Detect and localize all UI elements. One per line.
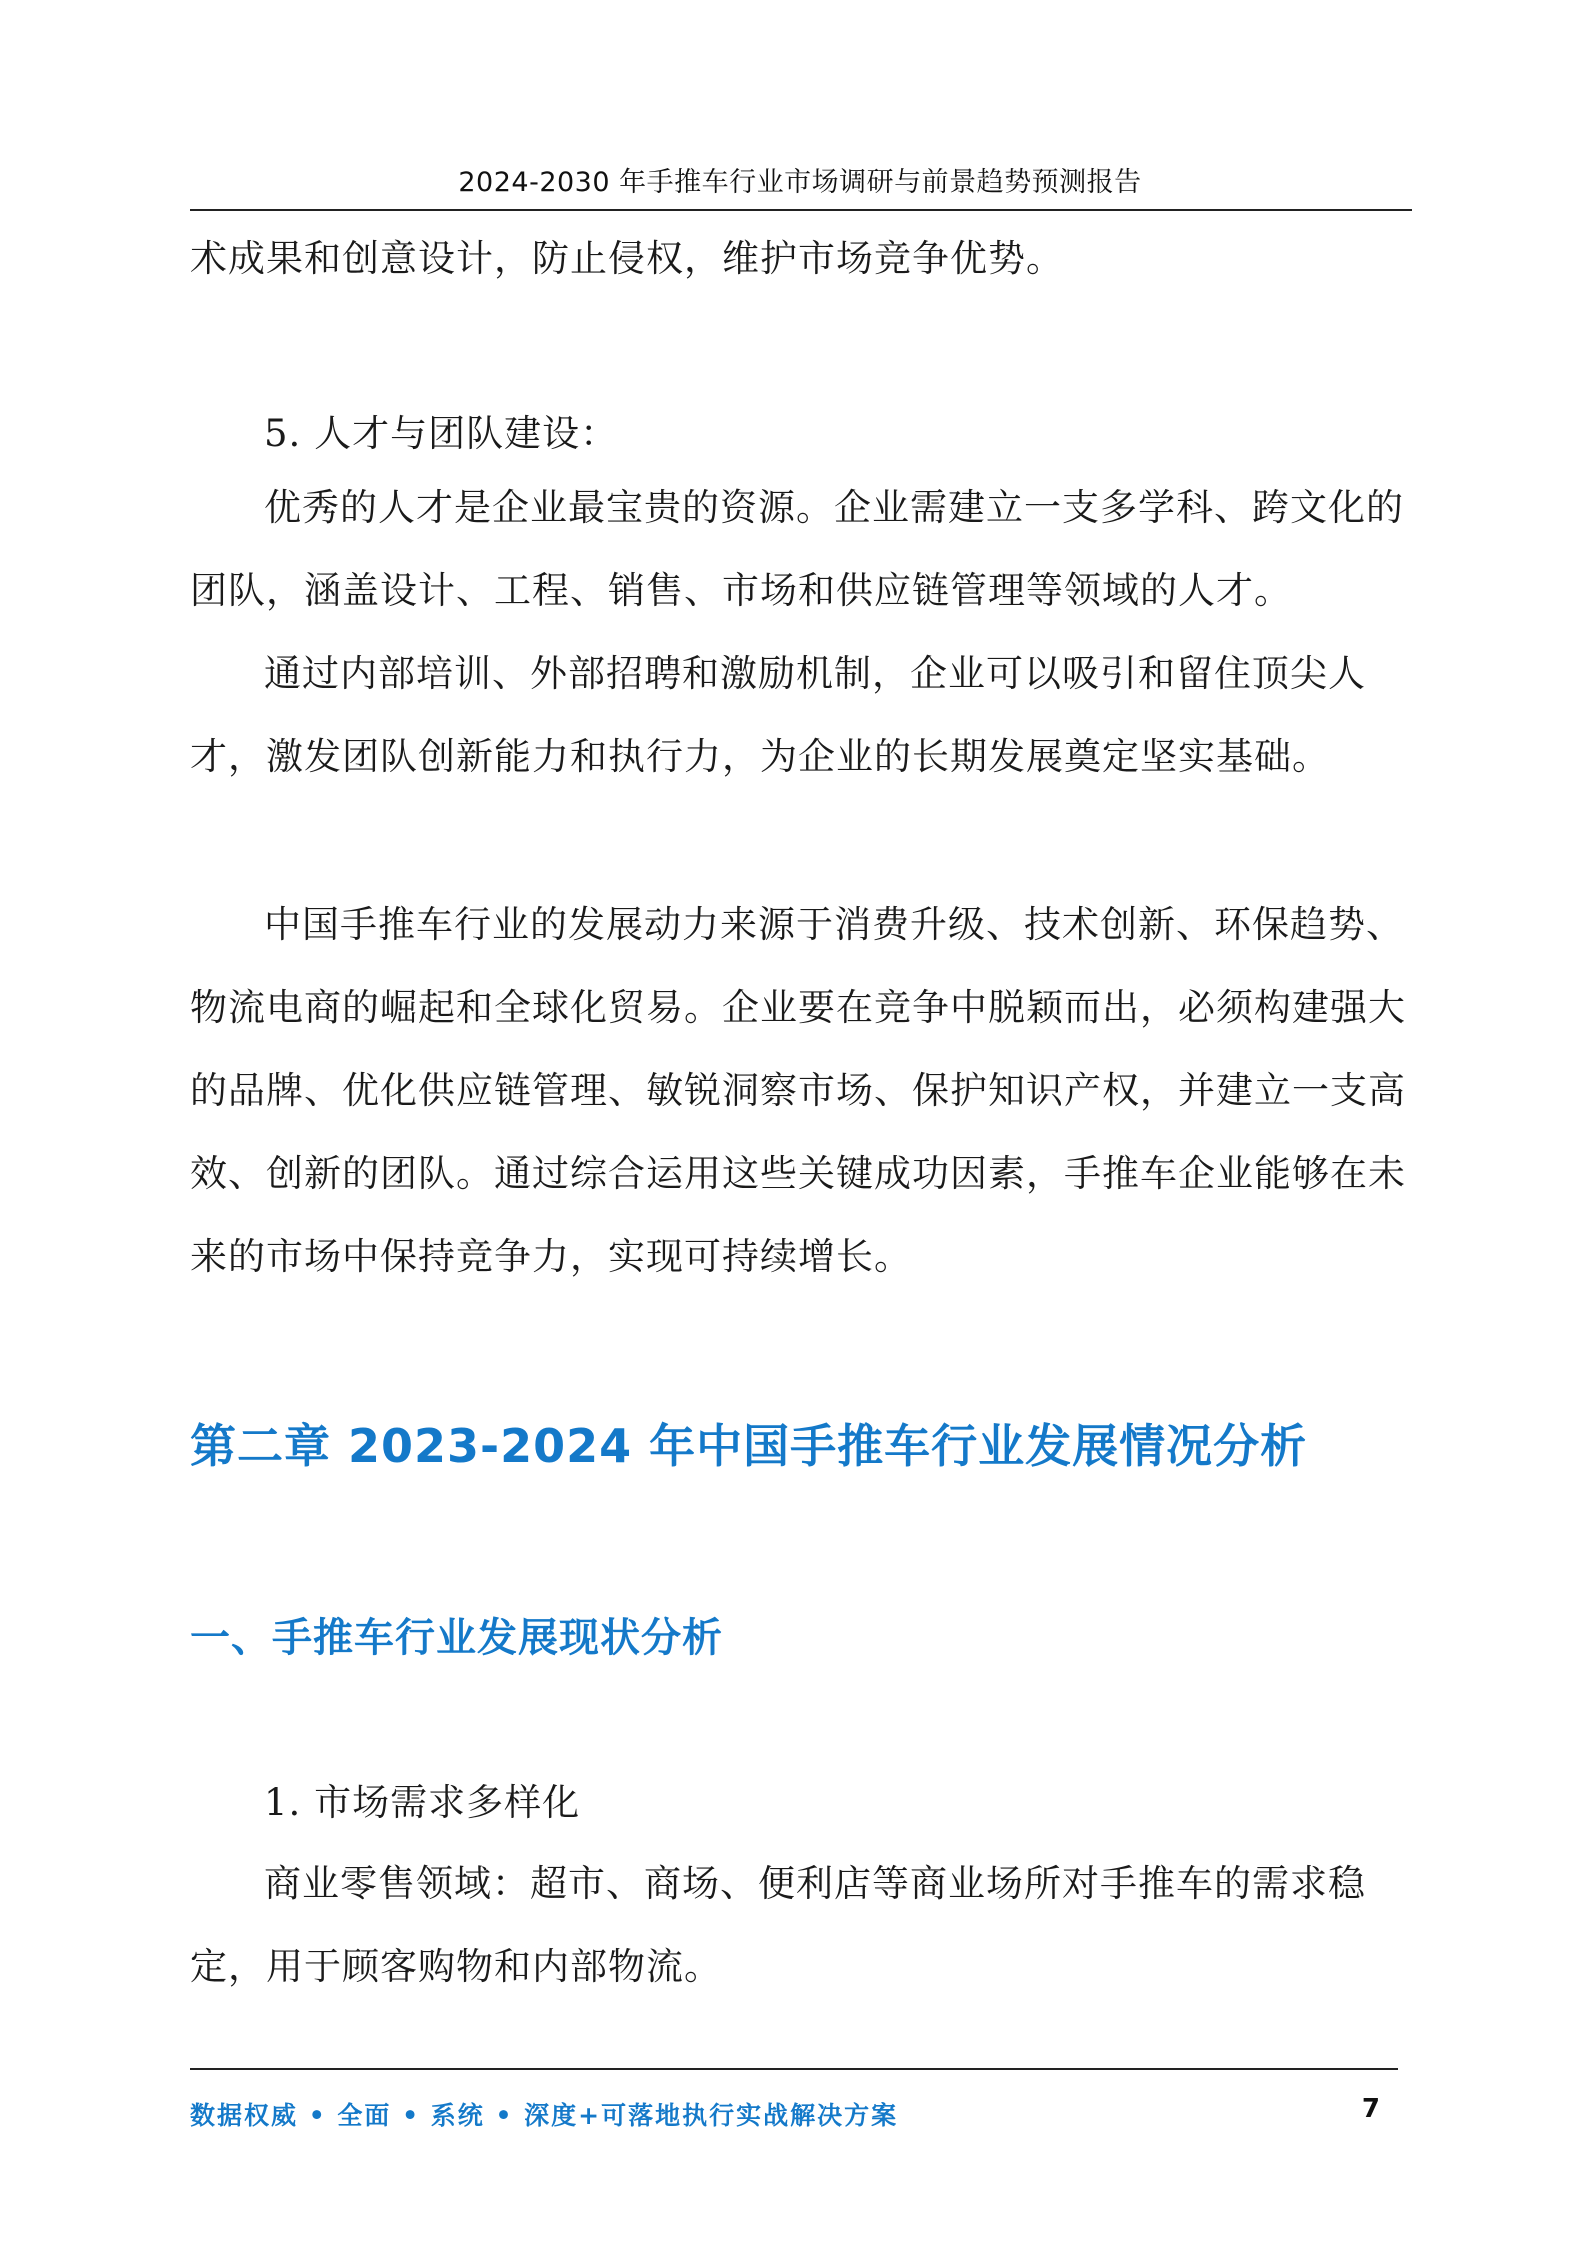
- footer-slogan: 数据权威 • 全面 • 系统 • 深度+可落地执行实战解决方案: [190, 2101, 899, 2130]
- list-item-1-title: 1. 市场需求多样化: [264, 1781, 581, 1824]
- page-number: 7: [1361, 2094, 1380, 2124]
- footer-divider: [190, 2068, 1398, 2070]
- list-item-5-title: 5. 人才与团队建设：: [264, 412, 619, 455]
- paragraph-summary: 中国手推车行业的发展动力来源于消费升级、技术创新、环保趋势、物流电商的崛起和全球化贸易。企业要在竞争中脱颖而出，必须构建强大的品牌、优化供应链管理、敏锐洞察市场、保护知识产权，并建立一支高效、创新的团队。通过综合运用这些关键成功因素，手推车企业能够在未来的市场中保持竞争力，实现可持续增长。: [190, 903, 1406, 1278]
- paragraph-talent-1: 优秀的人才是企业最宝贵的资源。企业需建立一支多学科、跨文化的团队，涵盖设计、工程、销售、市场和供应链管理等领域的人才。: [190, 486, 1404, 612]
- section-heading: 一、手推车行业发展现状分析: [190, 1615, 723, 1661]
- header-divider: [190, 209, 1412, 211]
- page-header-title: 2024-2030 年手推车行业市场调研与前景趋势预测报告: [458, 167, 1142, 198]
- paragraph-talent-2: 通过内部培训、外部招聘和激励机制，企业可以吸引和留住顶尖人才，激发团队创新能力和执行力，为企业的长期发展奠定坚实基础。: [190, 652, 1366, 778]
- paragraph-continuation: 术成果和创意设计，防止侵权，维护市场竞争优势。: [190, 237, 1064, 280]
- paragraph-retail-demand: 商业零售领域：超市、商场、便利店等商业场所对手推车的需求稳定，用于顾客购物和内部物流。: [190, 1862, 1366, 1988]
- chapter-heading: 第二章 2023-2024 年中国手推车行业发展情况分析: [190, 1419, 1308, 1473]
